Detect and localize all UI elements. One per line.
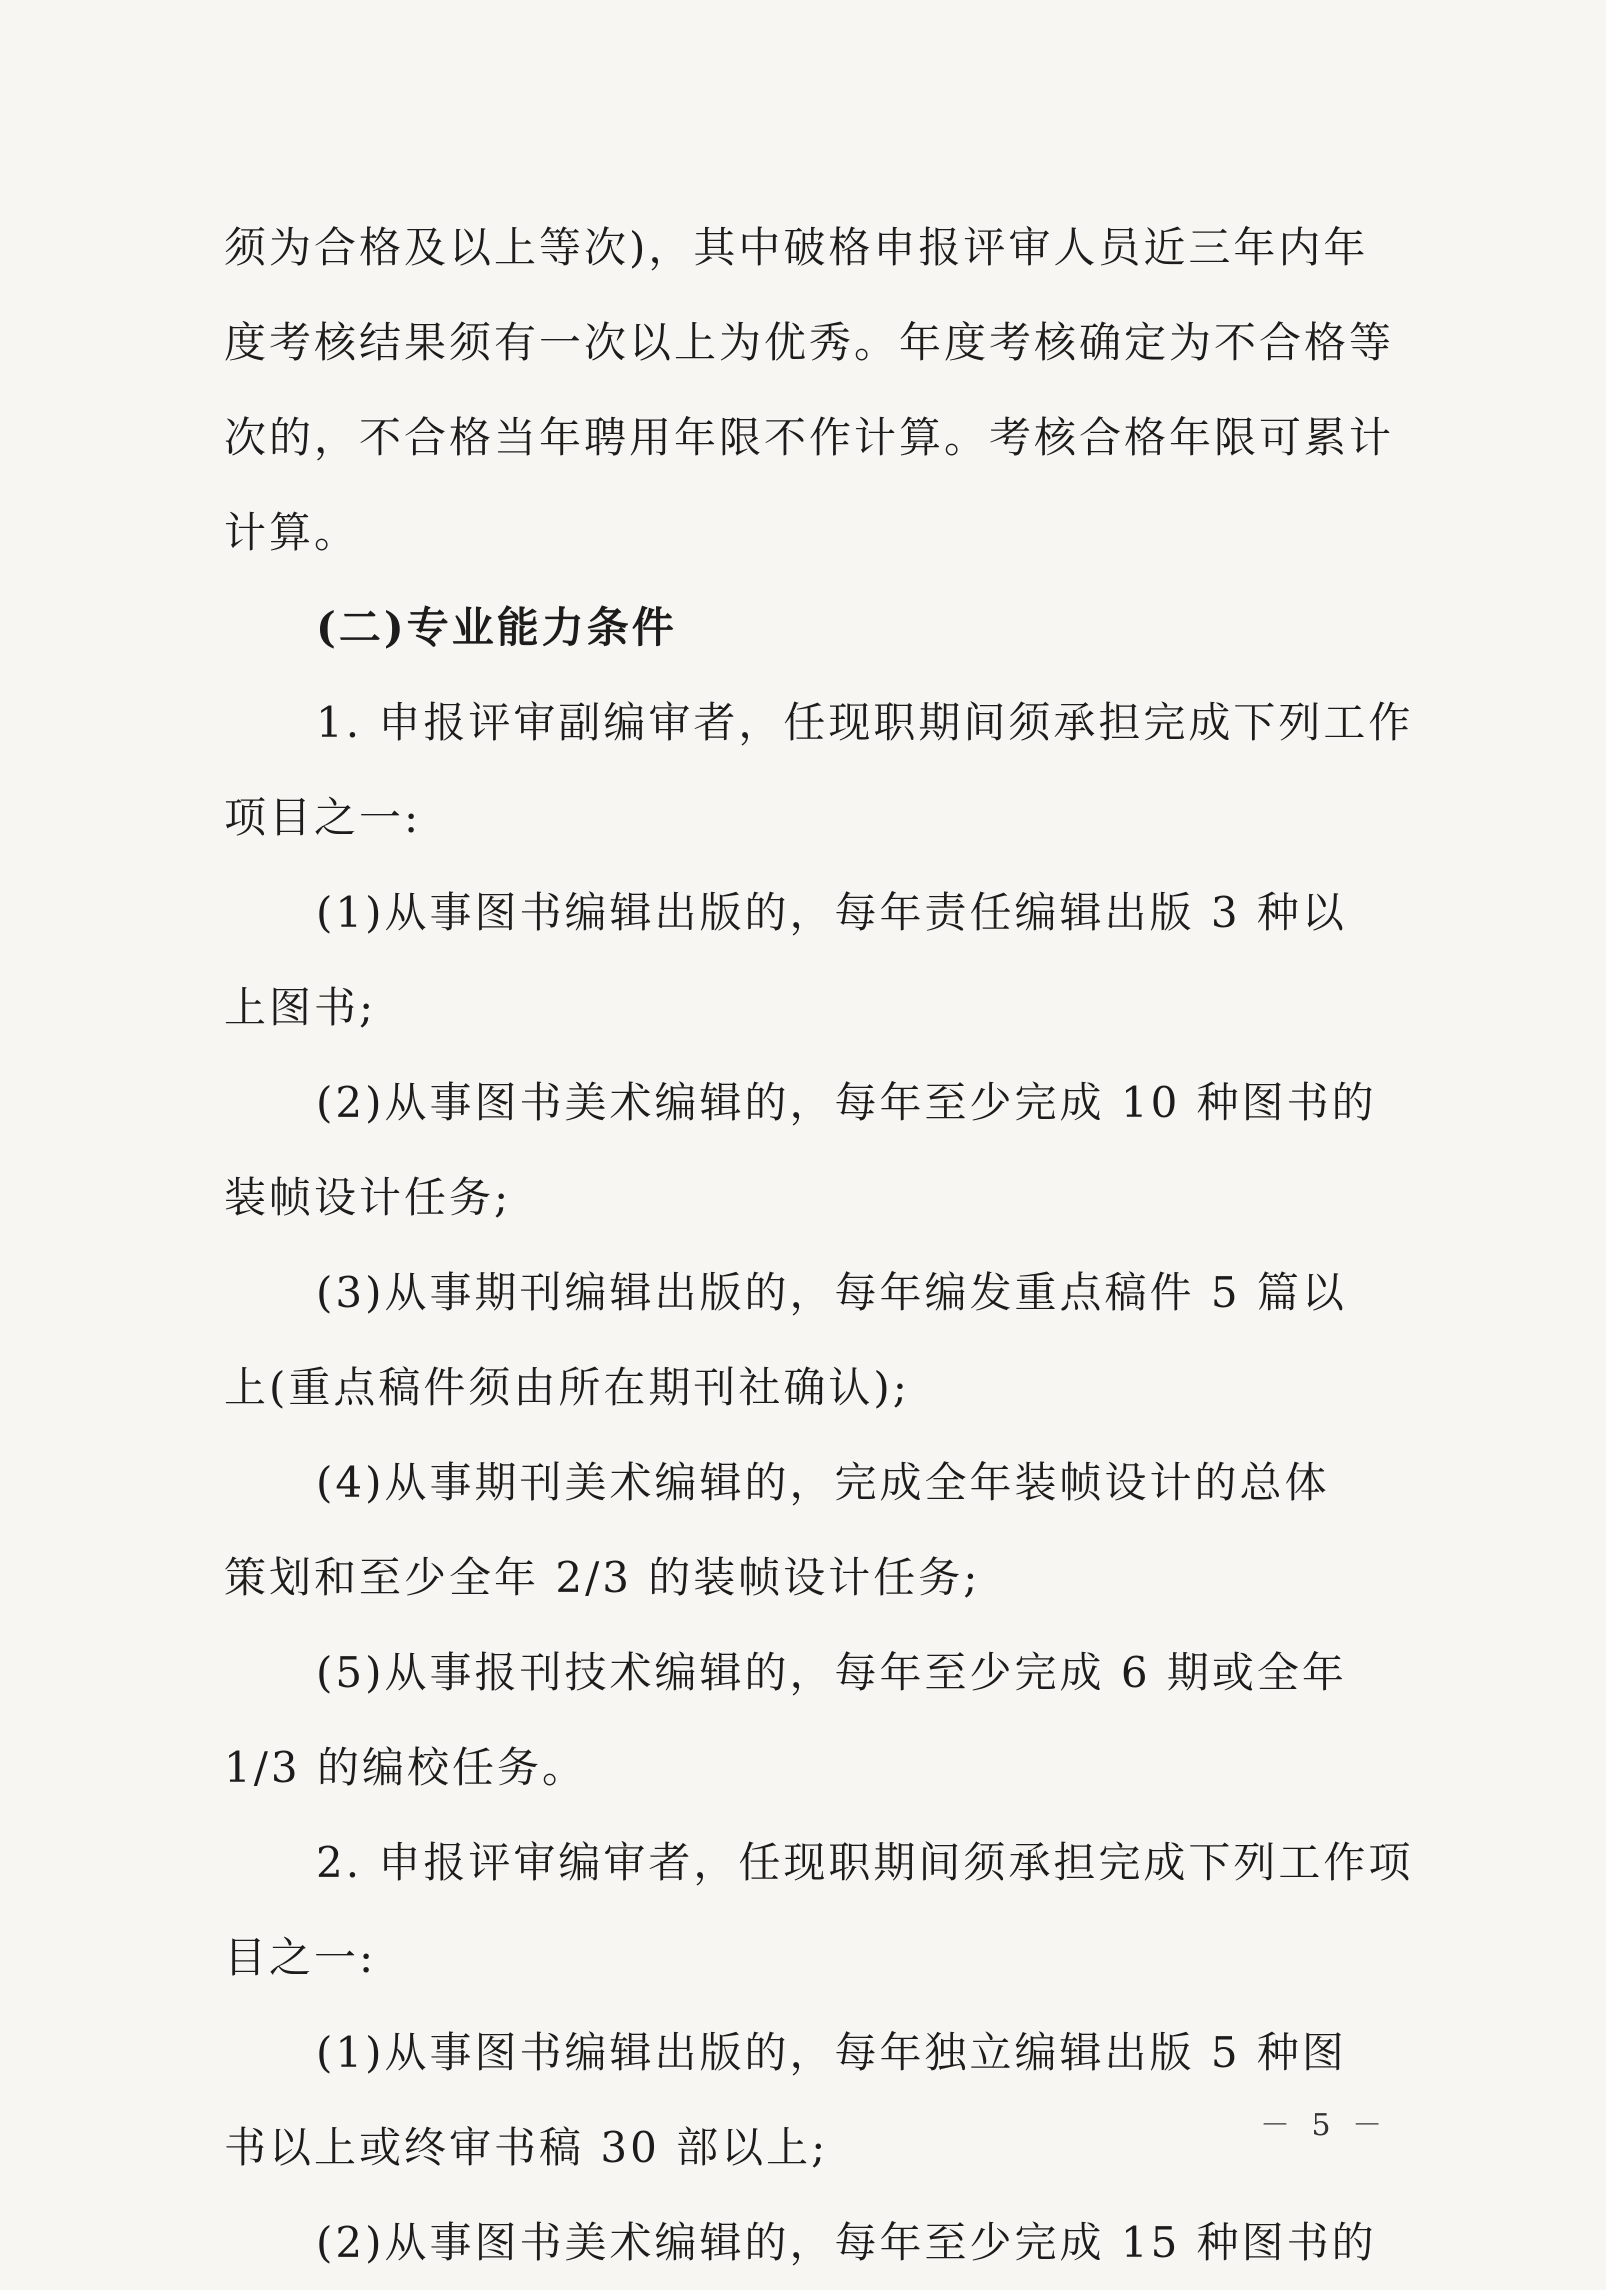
text-line: 书以上或终审书稿 30 部以上; — [224, 2123, 829, 2172]
body-text — [224, 200, 1414, 2290]
text-line: 须为合格及以上等次)，其中破格申报评审人员近三年内年 — [224, 223, 1369, 272]
section-heading: (二)专业能力条件 — [316, 603, 677, 652]
text-line: 目之一: — [224, 1933, 377, 1982]
text-line: 策划和至少全年 2/3 的装帧设计任务; — [224, 1553, 981, 1602]
text-line: 次的，不合格当年聘用年限不作计算。考核合格年限可累计 — [224, 413, 1395, 462]
text-line: 上(重点稿件须由所在期刊社确认); — [224, 1363, 910, 1412]
page-number: － 5 － — [1260, 2108, 1389, 2143]
list-item: (2)从事图书美术编辑的，每年至少完成 15 种图书的 — [316, 2218, 1377, 2267]
text-line: 计算。 — [224, 508, 360, 557]
text-line: 1/3 的编校任务。 — [224, 1743, 587, 1792]
list-item: (2)从事图书美术编辑的，每年至少完成 10 种图书的 — [316, 1078, 1377, 1127]
text-line: 上图书; — [224, 983, 377, 1032]
text-line: 2. 申报评审编审者，任现职期间须承担完成下列工作项 — [316, 1838, 1414, 1887]
text-line: 度考核结果须有一次以上为优秀。年度考核确定为不合格等 — [224, 318, 1395, 367]
list-item: (1)从事图书编辑出版的，每年责任编辑出版 3 种以 — [316, 888, 1347, 937]
list-item: (3)从事期刊编辑出版的，每年编发重点稿件 5 篇以 — [316, 1268, 1347, 1317]
text-line: 装帧设计任务; — [224, 1173, 512, 1222]
list-item: (4)从事期刊美术编辑的，完成全年装帧设计的总体 — [316, 1458, 1330, 1507]
text-line: 1. 申报评审副编审者，任现职期间须承担完成下列工作 — [316, 698, 1414, 747]
list-item: (1)从事图书编辑出版的，每年独立编辑出版 5 种图 — [316, 2028, 1347, 2077]
text-line: 项目之一: — [224, 793, 422, 842]
list-item: (5)从事报刊技术编辑的，每年至少完成 6 期或全年 — [316, 1648, 1347, 1697]
